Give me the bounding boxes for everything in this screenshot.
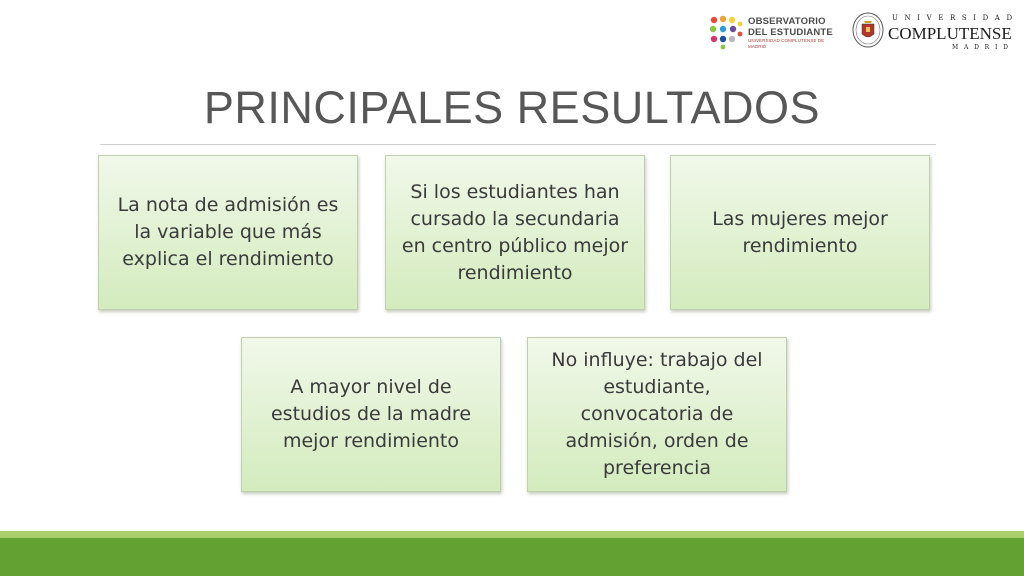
footer-bar-dark [0, 538, 1024, 576]
observatorio-text [748, 16, 838, 50]
observatorio-logo [708, 12, 838, 52]
ucm-main-text: COMPLUTENSE [888, 24, 1012, 43]
ucm-bottom-text: MADRID [952, 44, 1014, 51]
result-box-4: A mayor nivel de estudios de la madre mejor rendimiento [241, 337, 501, 492]
ucm-top-text: UNIVERSIDAD [892, 14, 1019, 22]
result-box-2: Si los estudiantes han cursado la secundaria en centro público mejor rendimiento [385, 155, 645, 310]
result-box-5: No influye: trabajo del estudiante, convocatoria de admisión, orden de preferencia [527, 337, 787, 492]
slide-title: PRINCIPALES RESULTADOS [203, 82, 821, 133]
observatorio-dots-icon [708, 14, 744, 50]
ucm-logo [852, 10, 1019, 52]
observatorio-line2: DEL ESTUDIANTE [748, 27, 833, 38]
observatorio-sub: UNIVERSIDAD COMPLUTENSE DE MADRID [748, 38, 825, 49]
observatorio-line1: OBSERVATORIO [748, 16, 826, 27]
title-divider [100, 144, 936, 145]
result-box-1: La nota de admisión es la variable que más explica el rendimiento [98, 155, 358, 310]
footer-bar-light [0, 531, 1024, 538]
result-box-3: Las mujeres mejor rendimiento [670, 155, 930, 310]
ucm-seal-icon [852, 12, 884, 48]
